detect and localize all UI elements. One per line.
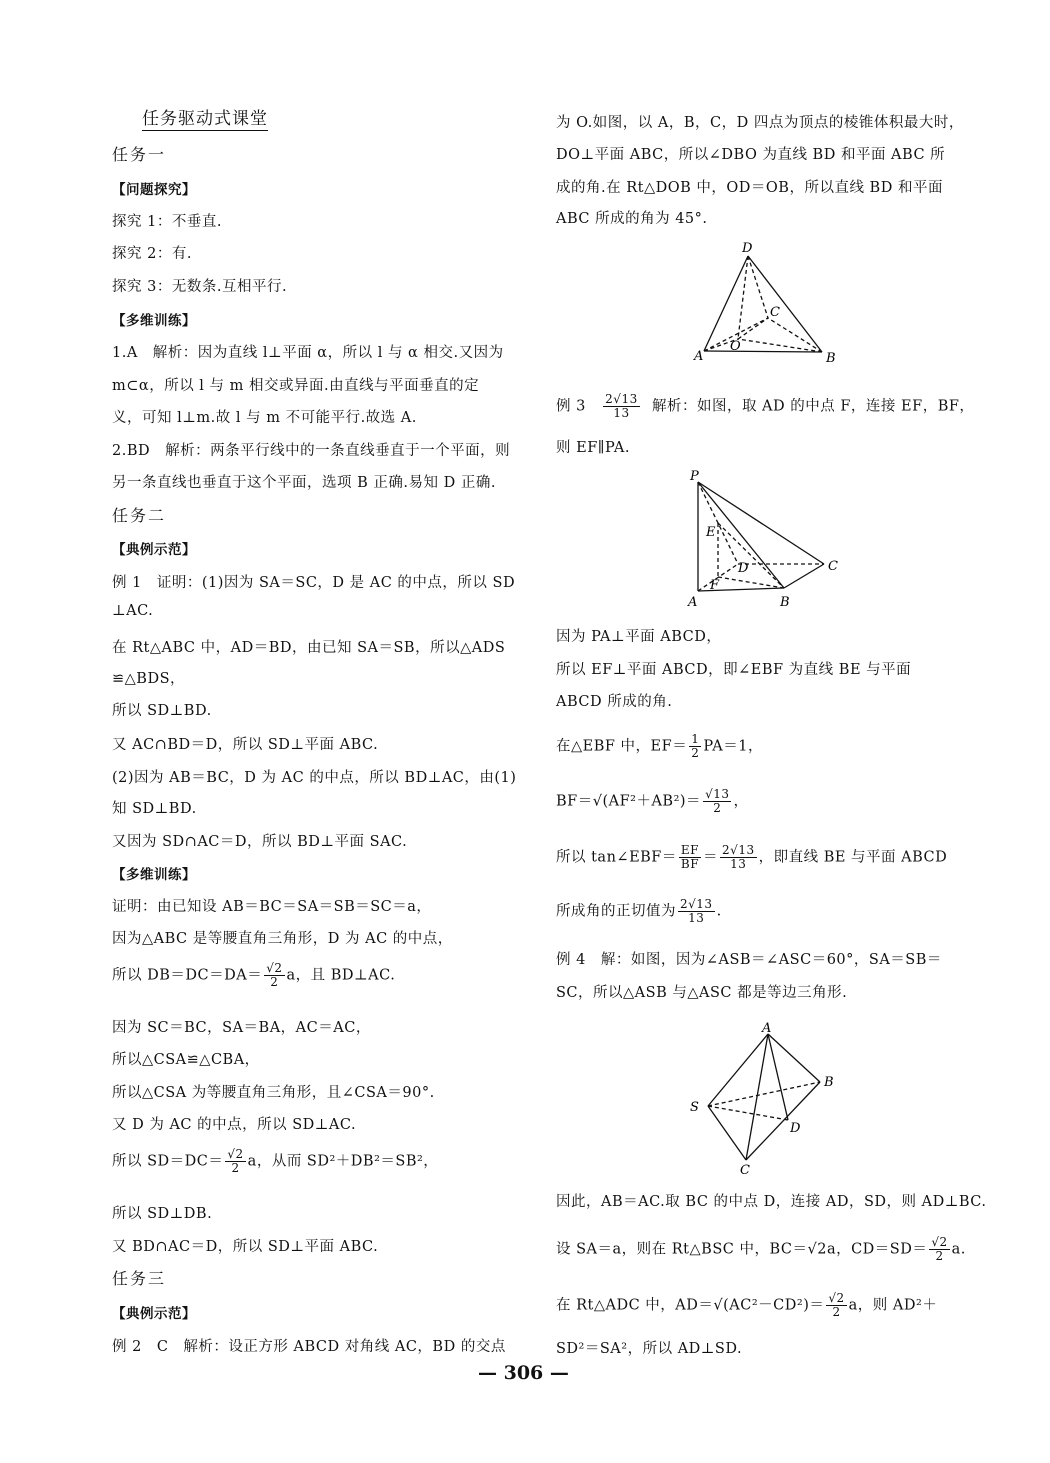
text-line: 1.A 解析：因为直线 l⊥平面 α，所以 l 与 α 相交.又因为 <box>112 345 504 361</box>
fraction <box>720 844 757 871</box>
vertex-label: F <box>710 578 720 593</box>
section-heading: 【问题探究】 <box>112 182 196 198</box>
text-span: PA＝1， <box>703 738 763 755</box>
vertex-label: C <box>740 1163 750 1178</box>
fraction-denominator: 2 <box>691 746 700 760</box>
task-heading: 任务一 <box>112 145 167 164</box>
fraction-denominator: 2 <box>270 975 279 989</box>
text-line: ⊥AC. <box>112 603 154 619</box>
text-span: a，从而 SD²＋DB²＝SB²， <box>247 1153 439 1170</box>
text-line: 知 SD⊥BD. <box>112 801 197 817</box>
text-line <box>112 962 395 989</box>
text-line <box>112 1148 438 1175</box>
fraction-denominator: 2 <box>713 801 722 815</box>
text-line: SC，所以△ASB 与△ASC 都是等边三角形. <box>556 985 848 1001</box>
vertex-label: A <box>762 1021 772 1036</box>
text-line: 2.BD 解析：两条平行线中的一条直线垂直于一个平面，则 <box>112 443 511 459</box>
fraction-numerator: √2 <box>266 961 283 975</box>
vertex-label: B <box>824 1075 834 1090</box>
text-line: 又 AC∩BD＝D，所以 SD⊥平面 ABC. <box>112 737 379 753</box>
fraction <box>678 898 715 925</box>
text-line: 又 D 为 AC 的中点，所以 SD⊥AC. <box>112 1117 357 1133</box>
text-line: 义，可知 l⊥m.故 l 与 m 不可能平行.故选 A. <box>112 410 417 426</box>
text-line: DO⊥平面 ABC，所以∠DBO 为直线 BD 和平面 ABC 所 <box>556 147 946 163</box>
fraction-denominator: BF <box>680 857 700 871</box>
text-line <box>556 393 974 420</box>
fraction <box>679 844 701 871</box>
text-line: 例 4 解：如图，因为∠ASB＝∠ASC＝60°，SA＝SB＝ <box>556 952 942 968</box>
text-span: ，即直线 BE 与平面 ABCD <box>758 849 948 866</box>
vertex-label: S <box>690 1100 699 1115</box>
vertex-label: D <box>738 561 749 576</box>
fraction <box>264 962 284 989</box>
text-span: ， <box>733 793 749 810</box>
text-span: a，则 AD²＋ <box>848 1297 938 1314</box>
fraction-numerator: 1 <box>691 732 700 746</box>
text-line: 探究 2：有. <box>112 246 192 262</box>
text-line: 探究 3：无数条.互相平行. <box>112 279 288 295</box>
text-line: 证明：由已知设 AB＝BC＝SA＝SB＝SC＝a， <box>112 899 432 915</box>
text-span: 所以 DB＝DC＝DA＝ <box>112 967 263 984</box>
vertex-label: P <box>690 469 699 484</box>
vertex-label: E <box>706 525 716 540</box>
text-line: 例 1 证明：(1)因为 SA＝SC，D 是 AC 的中点，所以 SD <box>112 575 516 591</box>
text-line: 例 2 C 解析：设正方形 ABCD 对角线 AC，BD 的交点 <box>112 1339 506 1355</box>
text-span: 在△EBF 中，EF＝ <box>556 738 688 755</box>
text-span: 设 SA＝a，则在 Rt△BSC 中，BC＝√2a，CD＝SD＝ <box>556 1241 928 1258</box>
text-span: 在 Rt△ADC 中，AD＝√(AC²－CD²)＝ <box>556 1297 825 1314</box>
vertex-label: B <box>826 351 836 366</box>
fraction <box>703 788 731 815</box>
text-line <box>556 1236 966 1263</box>
fraction-denominator: 13 <box>688 911 705 925</box>
text-line <box>556 1292 937 1319</box>
vertex-label: C <box>770 305 780 320</box>
text-line <box>556 733 763 760</box>
section-heading: 【典例示范】 <box>112 1306 196 1322</box>
text-span: 解析：如图，取 AD 的中点 F，连接 EF，BF， <box>651 398 975 415</box>
fraction <box>826 1292 846 1319</box>
fraction-numerator: √2 <box>931 1235 948 1249</box>
fraction-denominator: 13 <box>613 406 630 420</box>
vertex-label: O <box>730 339 741 354</box>
vertex-label: D <box>742 241 753 256</box>
vertex-label: C <box>828 559 838 574</box>
task-heading: 任务二 <box>112 506 167 525</box>
fraction-numerator: √2 <box>227 1147 244 1161</box>
pyramid-figure-2 <box>684 466 854 611</box>
vertex-label: A <box>694 349 704 364</box>
pyramid-figure-1 <box>692 236 842 366</box>
text-line: 探究 1：不垂直. <box>112 214 222 230</box>
text-span: BF＝√(AF²＋AB²)＝ <box>556 793 702 810</box>
text-line: 在 Rt△ABC 中，AD＝BD，由已知 SA＝SB，所以△ADS <box>112 640 506 656</box>
text-line: 所以△CSA 为等腰直角三角形，且∠CSA＝90°. <box>112 1085 435 1101</box>
text-line: 为 O.如图，以 A，B，C，D 四点为顶点的棱锥体积最大时， <box>556 115 964 131</box>
page-number: — 306 — <box>478 1362 569 1384</box>
text-line: ABC 所成的角为 45°. <box>556 211 708 227</box>
fraction-numerator: EF <box>679 844 701 858</box>
text-span: a，且 BD⊥AC. <box>286 967 396 984</box>
text-line: SD²＝SA²，所以 AD⊥SD. <box>556 1341 743 1357</box>
text-line: 成的角.在 Rt△DOB 中，OD＝OB，所以直线 BD 和平面 <box>556 180 943 196</box>
text-line: 又 BD∩AC＝D，所以 SD⊥平面 ABC. <box>112 1239 379 1255</box>
section-heading: 【典例示范】 <box>112 542 196 558</box>
vertex-label: D <box>790 1121 801 1136</box>
vertex-label: A <box>688 595 698 610</box>
text-line <box>556 788 748 815</box>
section-heading: 【多维训练】 <box>112 867 196 883</box>
text-line: 因为 PA⊥平面 ABCD， <box>556 629 722 645</box>
text-line: 又因为 SD∩AC＝D，所以 BD⊥平面 SAC. <box>112 834 408 850</box>
vertex-label: B <box>780 595 790 610</box>
fraction-denominator: 2 <box>231 1161 240 1175</box>
section-heading: 【多维训练】 <box>112 313 196 329</box>
fraction-denominator: 2 <box>832 1305 841 1319</box>
text-line: 所以△CSA≌△CBA， <box>112 1052 260 1068</box>
text-line <box>556 898 722 925</box>
text-line: ≌△BDS， <box>112 671 186 687</box>
text-line: (2)因为 AB＝BC，D 为 AC 的中点，所以 BD⊥AC，由(1) <box>112 770 517 786</box>
task-heading: 任务三 <box>112 1269 167 1288</box>
text-line: 则 EF∥PA. <box>556 440 630 456</box>
text-line: 因此，AB＝AC.取 BC 的中点 D，连接 AD，SD，则 AD⊥BC. <box>556 1194 987 1210</box>
fraction <box>603 393 640 420</box>
fraction-numerator: √13 <box>705 787 730 801</box>
text-line <box>556 844 947 871</box>
text-span: 所成角的正切值为 <box>556 903 676 920</box>
text-line: 因为△ABC 是等腰直角三角形，D 为 AC 的中点， <box>112 931 453 947</box>
text-line: 所以 EF⊥平面 ABCD，即∠EBF 为直线 BE 与平面 <box>556 662 912 678</box>
fraction <box>225 1148 245 1175</box>
text-span: 所以 SD＝DC＝ <box>112 1153 224 1170</box>
fraction-numerator: 2√13 <box>605 392 638 406</box>
text-line: ABCD 所成的角. <box>556 694 673 710</box>
fraction-denominator: 2 <box>935 1249 944 1263</box>
page-title: 任务驱动式课堂 <box>142 104 268 131</box>
text-span: . <box>716 903 722 920</box>
text-span: 所以 tan∠EBF＝ <box>556 849 677 866</box>
text-line: m⊂α，所以 l 与 m 相交或异面.由直线与平面垂直的定 <box>112 378 480 394</box>
text-line: 另一条直线也垂直于这个平面，选项 B 正确.易知 D 正确. <box>112 475 496 491</box>
fraction <box>929 1236 949 1263</box>
text-span: ＝ <box>703 849 719 866</box>
fraction-numerator: 2√13 <box>680 897 713 911</box>
example-label: 例 3 <box>556 398 586 415</box>
fraction <box>689 733 701 760</box>
fraction-numerator: √2 <box>828 1291 845 1305</box>
text-span: a. <box>951 1241 966 1258</box>
tetrahedron-figure-3 <box>684 1020 844 1180</box>
text-line: 所以 SD⊥BD. <box>112 703 212 719</box>
fraction-numerator: 2√13 <box>722 843 755 857</box>
text-line: 所以 SD⊥DB. <box>112 1206 213 1222</box>
fraction-denominator: 13 <box>730 857 747 871</box>
text-line: 因为 SC＝BC，SA＝BA，AC＝AC， <box>112 1020 371 1036</box>
